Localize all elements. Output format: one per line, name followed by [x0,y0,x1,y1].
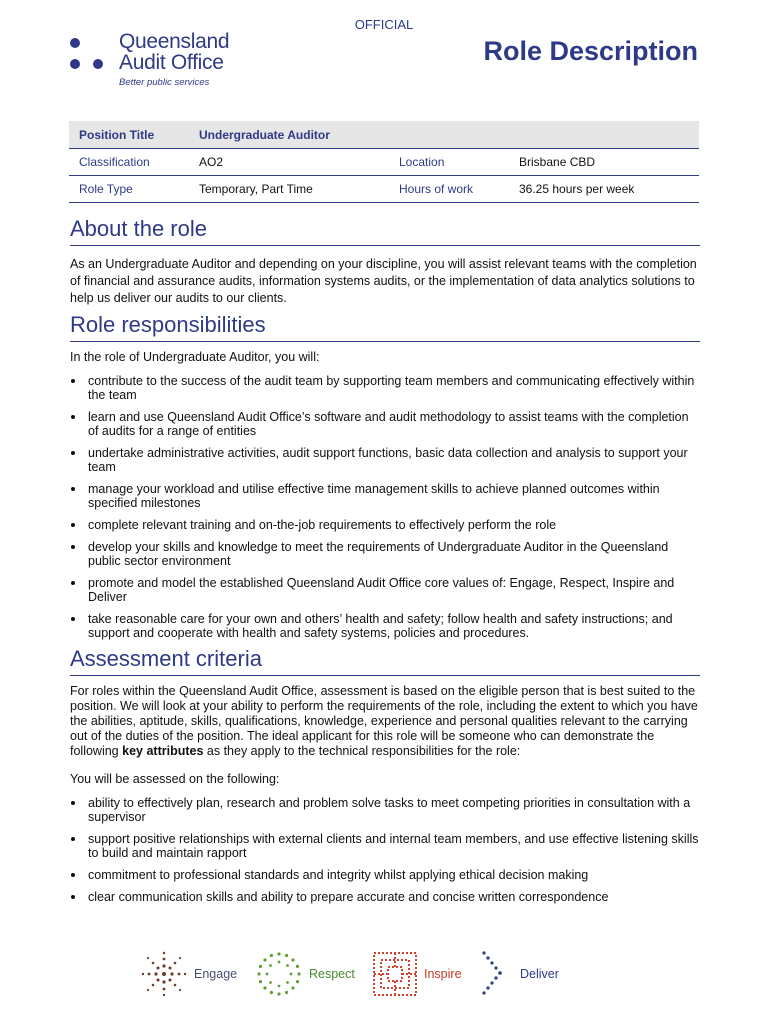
inspire-icon [372,951,418,997]
logo-tagline: Better public services [119,77,210,88]
list-item: take reasonable care for your own and others’ health and safety; follow health and safety instructions; and support and cooperate with health and safety systems, policies and procedures. [70,612,700,640]
key-attributes-text: key attributes [122,744,204,758]
list-item: learn and use Queensland Audit Office’s software and audit methodology to assist teams with the completion of audits for a range of entities [70,410,700,438]
assessment-intro: You will be assessed on the following: [70,772,280,786]
assessment-text-part1: For roles within the Queensland Audit Office, assessment is based on the eligible person that is best suited to the position. We will look at your ability to perform the requirements of the role, including the extent to which you have the abilities, aptitude, skills, qualifications, knowledge, experience and personal qualities relevant to the carrying out of the duties of the position. The ideal applicant for this role will be someone who can demonstrate the following [70,684,698,758]
responsibilities-heading: Role responsibilities [70,312,700,342]
assessment-list [70,796,700,904]
value-inspire [372,950,462,998]
position-title-value: Undergraduate Auditor [189,121,699,149]
about-heading: About the role [70,216,700,246]
role-info-table [69,121,699,203]
table-row [69,176,699,203]
value-deliver [480,950,559,998]
about-text: As an Undergraduate Auditor and depending on your discipline, you will assist relevant teams with the completion of financial and assurance audits, information systems audits, or the implementation of data analytics solutions to help us deliver our audits to our clients. [70,257,697,305]
list-item: ability to effectively plan, research and problem solve tasks to meet competing priorities in consultation with a supervisor [70,796,700,824]
value-respect [255,950,355,998]
location-label: Location [389,149,509,176]
assessment-text [70,684,700,759]
role-type-value: Temporary, Part Time [189,176,389,203]
list-item: contribute to the success of the audit team by supporting team members and communicating effectively within the team [70,374,700,402]
respect-icon [255,950,303,998]
engage-label: Engage [194,967,238,981]
engage-icon [140,950,188,998]
classification-value: AO2 [189,149,389,176]
deliver-label: Deliver [520,967,559,981]
respect-label: Respect [309,967,355,981]
logo-dot [70,59,80,69]
qao-logo [68,30,238,90]
assessment-text-part2: as they apply to the technical responsibilities for the role: [206,744,521,758]
list-item: commitment to professional standards and integrity whilst applying ethical decision making [70,868,700,882]
value-engage [140,950,237,998]
classification-label: Classification [69,149,189,176]
logo-line1: Queensland [119,30,230,53]
responsibilities-list [70,374,700,640]
position-title-label: Position Title [69,121,189,149]
list-item: complete relevant training and on-the-job requirements to effectively perform the role [70,518,700,532]
document-title: Role Description [483,36,698,66]
list-item: manage your workload and utilise effective time management skills to achieve planned outcomes within specified milestones [70,482,700,510]
location-value: Brisbane CBD [509,149,699,176]
list-item: develop your skills and knowledge to meet the requirements of Undergraduate Auditor in the Queensland public sector environment [70,540,700,568]
inspire-label: Inspire [424,967,462,981]
responsibilities-intro: In the role of Undergraduate Auditor, you will: [70,350,320,364]
assessment-heading: Assessment criteria [70,646,700,676]
list-item: clear communication skills and ability to prepare accurate and concise written correspondence [70,890,700,904]
deliver-icon [480,950,514,998]
table-row [69,121,699,149]
classification-banner: OFFICIAL [354,17,414,32]
role-type-label: Role Type [69,176,189,203]
list-item: support positive relationships with external clients and internal team members, and use effective listening skills to build and maintain rapport [70,832,700,860]
list-item: promote and model the established Queensland Audit Office core values of: Engage, Respect, Inspire and Deliver [70,576,700,604]
logo-dot [93,59,103,69]
logo-line2: Audit Office [119,51,224,74]
logo-dot [70,38,80,48]
core-values-bar [140,950,560,1000]
list-item: undertake administrative activities, audit support functions, basic data collection and analysis to support your team [70,446,700,474]
table-row [69,149,699,176]
hours-label: Hours of work [389,176,509,203]
hours-value: 36.25 hours per week [509,176,699,203]
